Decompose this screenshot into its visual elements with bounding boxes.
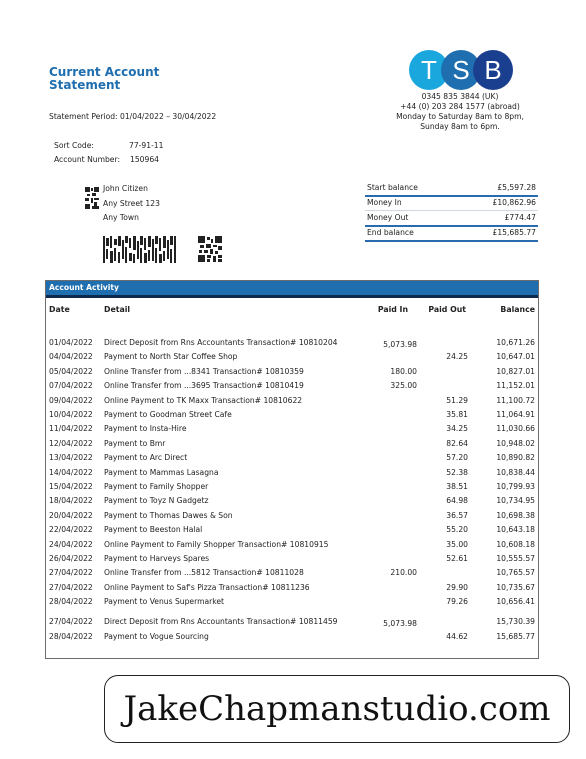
transaction-date: 22/04/2022 <box>49 525 93 534</box>
transaction-paid-out: 64.98 <box>446 496 468 505</box>
logo-letter-t: T <box>421 55 437 85</box>
table-row <box>46 616 538 628</box>
table-row <box>46 524 538 536</box>
transaction-paid-out: 29.90 <box>446 583 468 592</box>
customer-town: Any Town <box>103 213 139 222</box>
transaction-balance: 10,643.18 <box>496 525 535 534</box>
sort-code-value: 77-91-11 <box>129 141 164 150</box>
transaction-detail: Online Payment to Saf's Pizza Transaction# 10811236 <box>104 583 310 592</box>
statement-period: Statement Period: 01/04/2022 – 30/04/2022 <box>49 112 217 121</box>
money-out-label: Money Out <box>367 212 409 222</box>
transaction-date: 27/04/2022 <box>49 583 93 592</box>
transaction-detail: Payment to Family Shopper <box>104 482 209 491</box>
transaction-date: 10/04/2022 <box>49 410 93 419</box>
end-balance-label: End balance <box>367 228 414 238</box>
table-row <box>46 351 538 363</box>
customer-street: Any Street 123 <box>103 198 160 208</box>
transaction-paid-out: 24.25 <box>446 352 468 361</box>
table-row <box>46 395 538 407</box>
transaction-date: 15/04/2022 <box>49 482 93 491</box>
table-row <box>46 582 538 594</box>
transaction-paid-in: 5,073.98 <box>383 340 417 349</box>
bank-contact <box>380 92 540 132</box>
transaction-paid-in: 180.00 <box>390 367 417 376</box>
sort-code-label: Sort Code: <box>54 141 94 150</box>
transaction-paid-out: 44.62 <box>446 632 468 641</box>
title-line-2: Statement <box>49 78 121 92</box>
transaction-balance: 10,647.01 <box>496 352 535 361</box>
watermark-banner: JakeChapmanstudio.com <box>104 675 570 743</box>
column-header-paid-in: Paid In <box>377 305 408 314</box>
transaction-paid-out: 35.00 <box>446 540 468 549</box>
start-balance-value: £5,597.28 <box>497 182 536 192</box>
transaction-detail: Online Transfer from ...5812 Transaction# 10811028 <box>104 568 304 577</box>
column-header-paid-out: Paid Out <box>428 305 466 314</box>
transaction-date: 26/04/2022 <box>49 554 93 563</box>
table-row <box>46 452 538 464</box>
transaction-paid-out: 52.61 <box>446 554 468 563</box>
transaction-date: 11/04/2022 <box>49 424 93 433</box>
transaction-balance: 10,656.41 <box>496 597 535 606</box>
money-out-value: £774.47 <box>504 212 536 222</box>
logo-letter-s: S <box>452 55 470 85</box>
transaction-detail: Payment to Bmr <box>104 439 166 448</box>
money-in-value: £10,862.96 <box>492 198 536 208</box>
contact-abroad-phone: +44 (0) 203 284 1577 (abroad) <box>400 102 520 111</box>
transaction-detail: Payment to Mammas Lasagna <box>104 468 219 477</box>
transaction-detail: Payment to Toyz N Gadgetz <box>104 496 209 505</box>
column-header-balance: Balance <box>500 305 535 314</box>
transaction-balance: 10,765.57 <box>496 568 535 577</box>
column-header-detail: Detail <box>104 305 131 314</box>
transaction-detail: Direct Deposit from Rns Accountants Transaction# 10810204 <box>104 338 338 347</box>
transaction-balance: 10,698.38 <box>496 511 535 520</box>
transaction-date: 13/04/2022 <box>49 453 93 462</box>
transaction-date: 12/04/2022 <box>49 439 93 448</box>
transaction-paid-in: 325.00 <box>390 381 417 390</box>
transaction-paid-out: 51.29 <box>446 396 468 405</box>
transaction-balance: 10,671.26 <box>496 338 535 347</box>
account-activity-heading: Account Activity <box>46 281 538 298</box>
contact-hours-weekday: Monday to Saturday 8am to 8pm, <box>396 112 524 121</box>
qr-code-small-icon <box>84 186 100 210</box>
table-row <box>46 495 538 507</box>
balance-summary <box>365 181 538 242</box>
transaction-paid-out: 79.26 <box>446 597 468 606</box>
transaction-date: 09/04/2022 <box>49 396 93 405</box>
transaction-detail: Payment to Insta-Hire <box>104 424 187 433</box>
title-line-1: Current Account <box>49 65 160 79</box>
qr-code-icon <box>198 236 222 262</box>
transaction-balance: 10,608.18 <box>496 540 535 549</box>
money-in-label: Money In <box>367 198 402 208</box>
start-balance-row <box>365 181 538 197</box>
transaction-paid-out: 57.20 <box>446 453 468 462</box>
table-row <box>46 438 538 450</box>
transaction-date: 28/04/2022 <box>49 597 93 606</box>
account-number-value: 150964 <box>130 155 159 164</box>
table-row <box>46 567 538 579</box>
customer-name: John Citizen <box>103 184 148 193</box>
start-balance-label: Start balance <box>367 182 418 192</box>
transaction-date: 05/04/2022 <box>49 367 93 376</box>
table-row <box>46 631 538 643</box>
transaction-date: 07/04/2022 <box>49 381 93 390</box>
transaction-detail: Payment to Venus Supermarket <box>104 597 225 606</box>
transaction-balance: 15,685.77 <box>496 632 535 641</box>
transaction-detail: Payment to Thomas Dawes & Son <box>104 511 233 520</box>
transaction-paid-in: 210.00 <box>390 568 417 577</box>
transaction-detail: Payment to Harveys Spares <box>104 554 210 563</box>
transaction-detail: Payment to North Star Coffee Shop <box>104 352 238 361</box>
transaction-date: 04/04/2022 <box>49 352 93 361</box>
customer-address <box>103 184 160 228</box>
transaction-balance: 10,735.67 <box>496 583 535 592</box>
transaction-balance: 15,730.39 <box>496 617 535 626</box>
transaction-detail: Online Payment to Family Shopper Transaction# 10810915 <box>104 540 329 549</box>
transaction-date: 28/04/2022 <box>49 632 93 641</box>
transaction-balance: 10,799.93 <box>496 482 535 491</box>
table-row <box>46 337 538 349</box>
table-row <box>46 539 538 551</box>
transaction-detail: Online Payment to TK Maxx Transaction# 10810622 <box>104 396 303 405</box>
account-activity-table <box>45 280 539 659</box>
transaction-date: 18/04/2022 <box>49 496 93 505</box>
end-balance-value: £15,685.77 <box>492 228 536 238</box>
table-row <box>46 380 538 392</box>
transaction-date: 01/04/2022 <box>49 338 93 347</box>
table-row <box>46 510 538 522</box>
transaction-detail: Payment to Arc Direct <box>104 453 188 462</box>
column-header-date: Date <box>49 305 70 314</box>
transaction-paid-out: 35.81 <box>446 410 468 419</box>
money-in-row <box>365 197 538 212</box>
transaction-date: 27/04/2022 <box>49 617 93 626</box>
transaction-paid-out: 36.57 <box>446 511 468 520</box>
transaction-paid-out: 34.25 <box>446 424 468 433</box>
logo-letter-b: B <box>484 55 502 85</box>
transaction-date: 24/04/2022 <box>49 540 93 549</box>
transaction-balance: 10,555.57 <box>496 554 535 563</box>
transaction-balance: 10,838.44 <box>496 468 535 477</box>
table-row <box>46 481 538 493</box>
statement-title <box>49 66 159 92</box>
transaction-balance: 11,064.91 <box>496 410 535 419</box>
transaction-paid-in: 5,073.98 <box>383 619 417 628</box>
table-row <box>46 366 538 378</box>
transaction-detail: Online Transfer from ...3695 Transaction# 10810419 <box>104 381 304 390</box>
table-row <box>46 467 538 479</box>
transaction-balance: 11,100.72 <box>496 396 535 405</box>
table-row <box>46 596 538 608</box>
transaction-detail: Online Transfer from ...8341 Transaction# 10810359 <box>104 367 304 376</box>
table-row <box>46 409 538 421</box>
transaction-balance: 11,030.66 <box>496 424 535 433</box>
transaction-balance: 10,734.95 <box>496 496 535 505</box>
money-out-row <box>365 211 538 227</box>
transaction-paid-out: 82.64 <box>446 439 468 448</box>
transaction-balance: 10,890.82 <box>496 453 535 462</box>
transaction-paid-out: 52.38 <box>446 468 468 477</box>
transaction-balance: 10,948.02 <box>496 439 535 448</box>
table-row <box>46 423 538 435</box>
contact-uk-phone: 0345 835 3844 (UK) <box>421 92 499 101</box>
transaction-detail: Payment to Beeston Halal <box>104 525 203 534</box>
transaction-paid-out: 38.51 <box>446 482 468 491</box>
tsb-logo <box>408 49 514 91</box>
transaction-date: 27/04/2022 <box>49 568 93 577</box>
postal-barcode-icon <box>103 236 176 263</box>
transaction-paid-out: 55.20 <box>446 525 468 534</box>
transaction-balance: 11,152.01 <box>496 381 535 390</box>
transaction-date: 14/04/2022 <box>49 468 93 477</box>
table-row <box>46 553 538 565</box>
transaction-balance: 10,827.01 <box>496 367 535 376</box>
end-balance-row <box>365 227 538 243</box>
contact-hours-sunday: Sunday 8am to 6pm. <box>420 122 500 131</box>
transaction-date: 20/04/2022 <box>49 511 93 520</box>
account-number-label: Account Number: <box>54 155 121 164</box>
transaction-detail: Payment to Vogue Sourcing <box>104 632 209 641</box>
transaction-detail: Payment to Goodman Street Cafe <box>104 410 232 419</box>
transaction-detail: Direct Deposit from Rns Accountants Transaction# 10811459 <box>104 617 338 626</box>
